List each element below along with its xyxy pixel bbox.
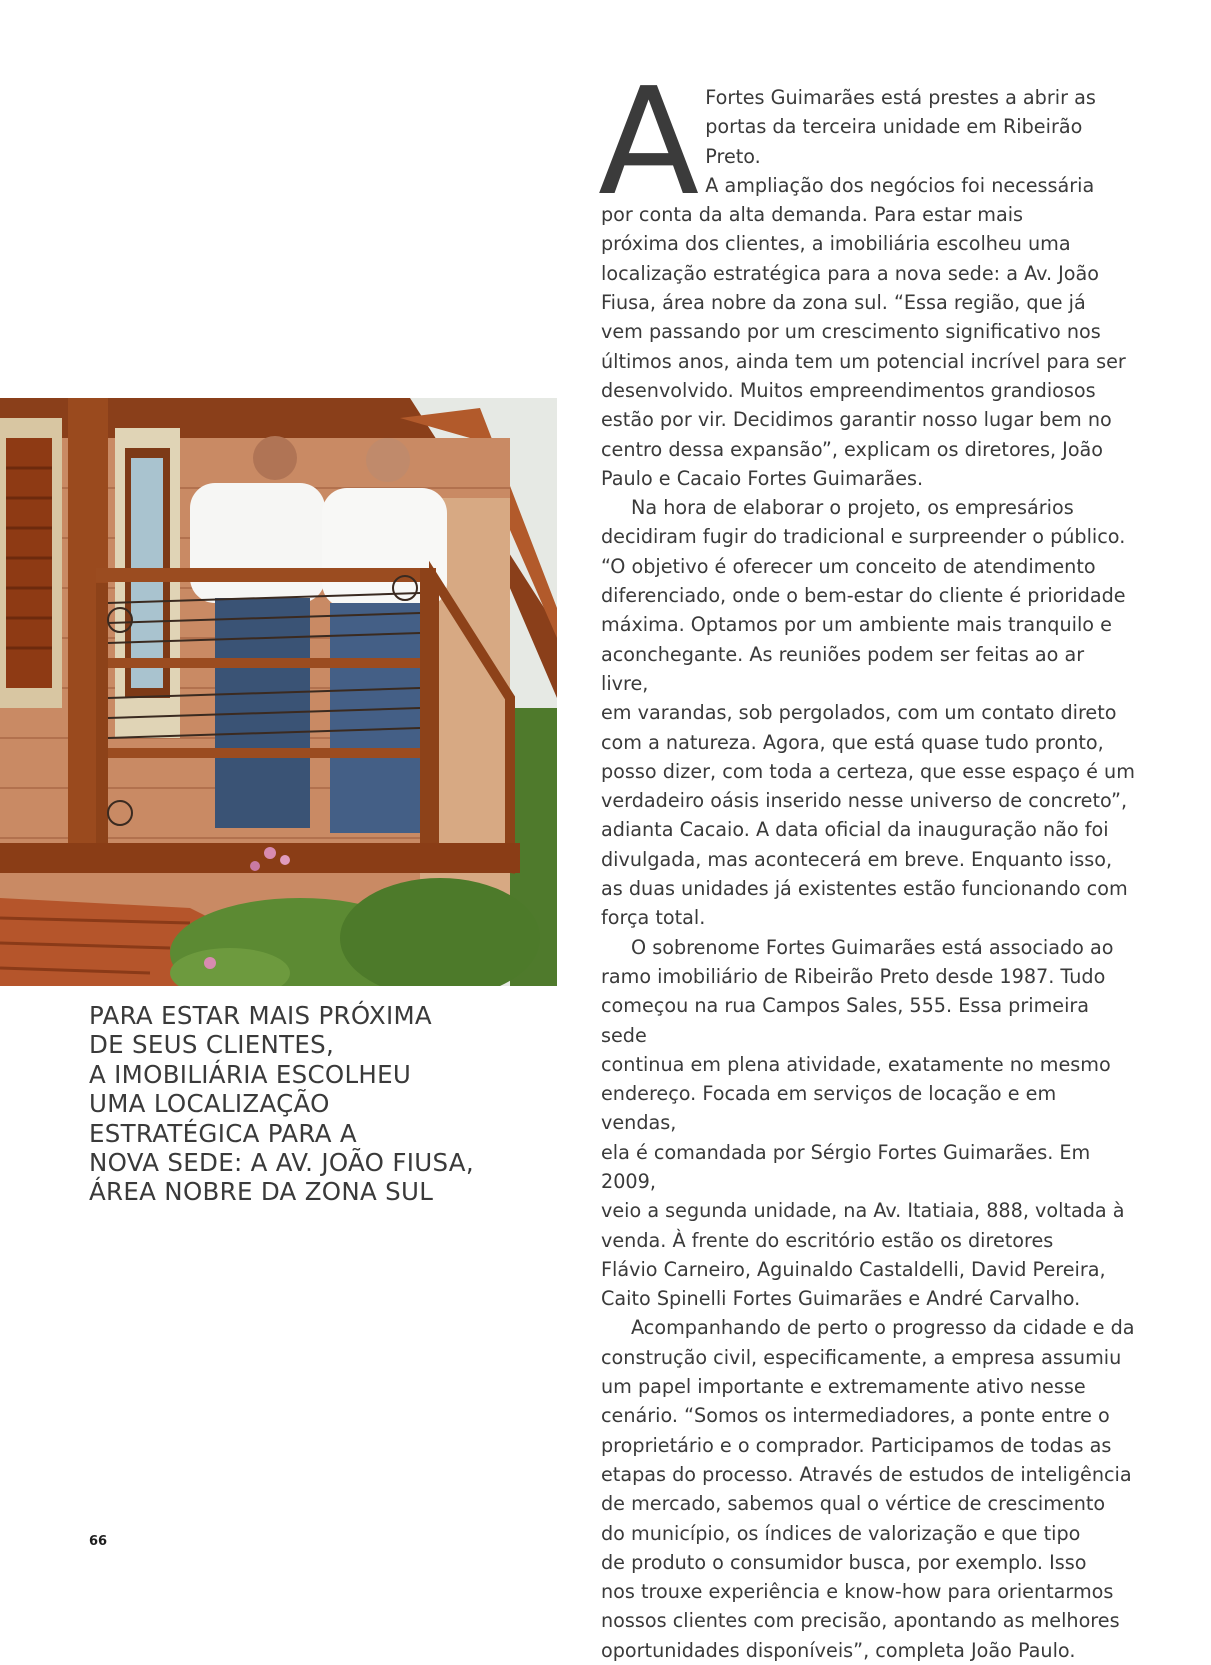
photo-directors-balcony xyxy=(0,398,557,986)
article-paragraph: Acompanhando de perto o progresso da cidade e da construção civil, especificamente, a empresa assumiu um papel importante e extremamente ativo nesse cenário. “Somos os intermediadores, a ponte entre o proprietário e o comprador. Participamos de todas as etapas do processo. Através de estudos de inteligência de mercado, sabemos qual o vértice de crescimento do município, os índices de valorização e que tipo de produto o consumidor busca, por exemplo. Isso nos trouxe experiência e know-how para orientarmos nossos clientes com precisão, apontando as melhores oportunidades disponíveis”, completa João Paulo. xyxy=(601,1316,1135,1662)
drop-cap: A xyxy=(598,56,700,228)
article-paragraph: Na hora de elaborar o projeto, os empresários decidiram fugir do tradicional e surpreender o público. “O objetivo é oferecer um conceito de atendimento diferenciado, onde o bem-estar do cliente é prioridade máxima. Optamos por um ambiente mais tranquilo e aconchegante. As reuniões podem ser feitas ao ar livre, em varandas, sob pergolados, com um contato direto com a natureza. Agora, que está quase tudo pronto, posso dizer, com toda a certeza, que esse espaço é um verdadeiro oásis inserido nesse universo de concreto”, adianta Cacaio. A data oficial da inauguração não foi divulgada, mas acontecerá em breve. Enquanto isso, as duas unidades já existentes estão funcionando com força total. xyxy=(601,496,1135,930)
page-number: 66 xyxy=(89,1534,108,1549)
article-paragraph: Fortes Guimarães está prestes a abrir as portas da terceira unidade em Ribeirão Preto. A ampliação dos negócios foi necessária por conta da alta demanda. Para estar mais próxima dos clientes, a imobiliária escolheu uma localização estratégica para a nova sede: a Av. João Fiusa, área nobre da zona sul. “Essa região, que já vem passando por um crescimento significativo nos últimos anos, ainda tem um potencial incrível para ser desenvolvido. Muitos empreendimentos grandiosos estão por vir. Decidimos garantir nosso lugar bem no centro dessa expansão”, explicam os diretores, João Paulo e Cacaio Fortes Guimarães. xyxy=(601,86,1126,490)
article-body xyxy=(598,56,1136,1665)
article-paragraph: O sobrenome Fortes Guimarães está associado ao ramo imobiliário de Ribeirão Preto desde 1987. Tudo começou na rua Campos Sales, 555. Essa primeira sede continua em plena atividade, exatamente no mesmo endereço. Focada em serviços de locação e em vendas, ela é comandada por Sérgio Fortes Guimarães. Em 2009, veio a segunda unidade, na Av. Itatiaia, 888, voltada à venda. À frente do escritório estão os diretores Flávio Carneiro, Aguinaldo Castaldelli, David Pereira, Caito Spinelli Fortes Guimarães e André Carvalho. xyxy=(601,935,1125,1311)
photo-caption: PARA ESTAR MAIS PRÓXIMA DE SEUS CLIENTES, A IMOBILIÁRIA ESCOLHEU UMA LOCALIZAÇÃO ESTRATÉGICA PARA A NOVA SEDE: A AV. JOÃO FIUSA, ÁREA NOBRE DA ZONA SUL xyxy=(89,1001,474,1207)
photo-two-directors-on-balcony-icon xyxy=(0,398,557,986)
